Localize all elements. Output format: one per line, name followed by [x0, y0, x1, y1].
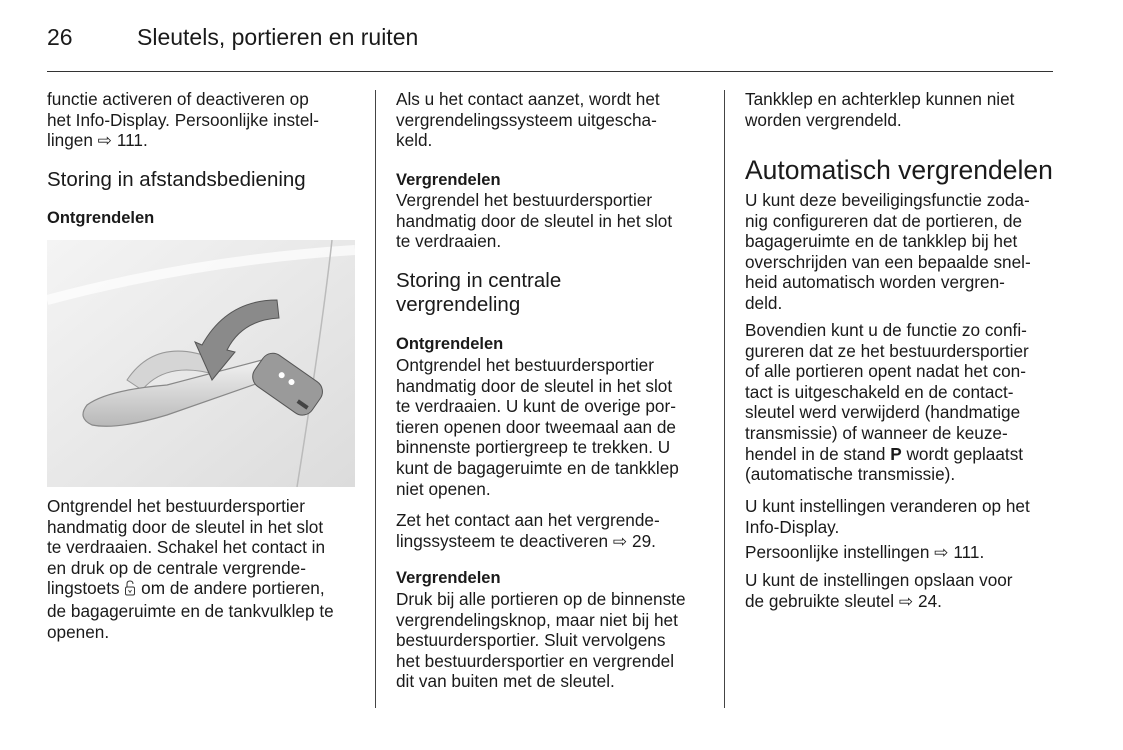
door-handle-key-illustration — [47, 240, 355, 487]
text: om de andere portieren, de bagageruimte en de tankvulklep te openen. — [47, 578, 334, 642]
paragraph: Tankklep en achterklep kunnen niet worden vergrendeld. — [745, 89, 1015, 130]
section-heading: Automatisch vergrendelen — [745, 155, 1053, 185]
page-title: Sleutels, portieren en ruiten — [137, 24, 419, 50]
paragraph: U kunt instellingen veranderen op het Info-Display. — [745, 496, 1030, 537]
subheading: Ontgrendelen — [47, 209, 155, 227]
text: Ontgrendel het bestuurdersportier handmatig door de sleutel in het slot te verdraaien. Schakel het contact in en druk op de centrale vergrende- lingstoets — [47, 496, 326, 599]
column-divider — [375, 90, 376, 708]
paragraph: U kunt de instellingen opslaan voor de gebruikte sleutel ⇨ 24. — [745, 570, 1013, 611]
unlock-icon — [124, 580, 136, 601]
paragraph: Ontgrendel het bestuurdersportier handmatig door de sleutel in het slot te verdraaien. U kunt de overige por- tieren openen door tweemaal aan de binnenste portiergreep te trekken. U kunt de bagageruimte en de tankklep niet openen. — [396, 355, 679, 499]
paragraph: U kunt deze beveiligingsfunctie zoda- nig configureren dat de portieren, de bagageruimte en de tankklep bij het overschrijden van een bepaalde snel- heid automatisch worden vergren- deld. — [745, 190, 1031, 313]
section-heading: Storing in afstandsbediening — [47, 168, 306, 191]
paragraph: functie activeren of deactiveren op het Info-Display. Persoonlijke instel- lingen ⇨ 111. — [47, 89, 319, 151]
paragraph: Druk bij alle portieren op de binnenste vergrendelingsknop, maar niet bij het bestuurdersportier. Sluit vervolgens het bestuurdersportier en vergrendel dit van buiten met de sleutel. — [396, 589, 686, 692]
gear-position-p: P — [890, 443, 902, 464]
header-rule — [47, 71, 1053, 72]
paragraph: Vergrendel het bestuurdersportier handmatig door de sleutel in het slot te verdraaien. — [396, 190, 673, 252]
subheading: Ontgrendelen — [396, 335, 504, 353]
paragraph — [47, 496, 359, 642]
section-heading: Storing in centrale vergrendeling — [396, 269, 562, 316]
subheading: Vergrendelen — [396, 569, 501, 587]
page-number: 26 — [47, 24, 73, 50]
subheading: Vergrendelen — [396, 171, 501, 189]
paragraph: Persoonlijke instellingen ⇨ 111. — [745, 542, 985, 562]
paragraph: Zet het contact aan het vergrende- lingssysteem te deactiveren ⇨ 29. — [396, 510, 660, 551]
paragraph — [745, 320, 1057, 485]
paragraph: Als u het contact aanzet, wordt het vergrendelingssysteem uitgescha- keld. — [396, 89, 660, 151]
text: Bovendien kunt u de functie zo confi- gureren dat ze het bestuurdersportier of alle portieren opent nadat het con- tact is uitgeschakeld en de contact- sleutel werd verwijderd (handmatige transmissie) of wanneer de keuze- hendel in de stand — [745, 320, 1029, 464]
column-divider — [724, 90, 725, 708]
text: wordt geplaatst (automatische transmissie). — [745, 443, 1024, 485]
